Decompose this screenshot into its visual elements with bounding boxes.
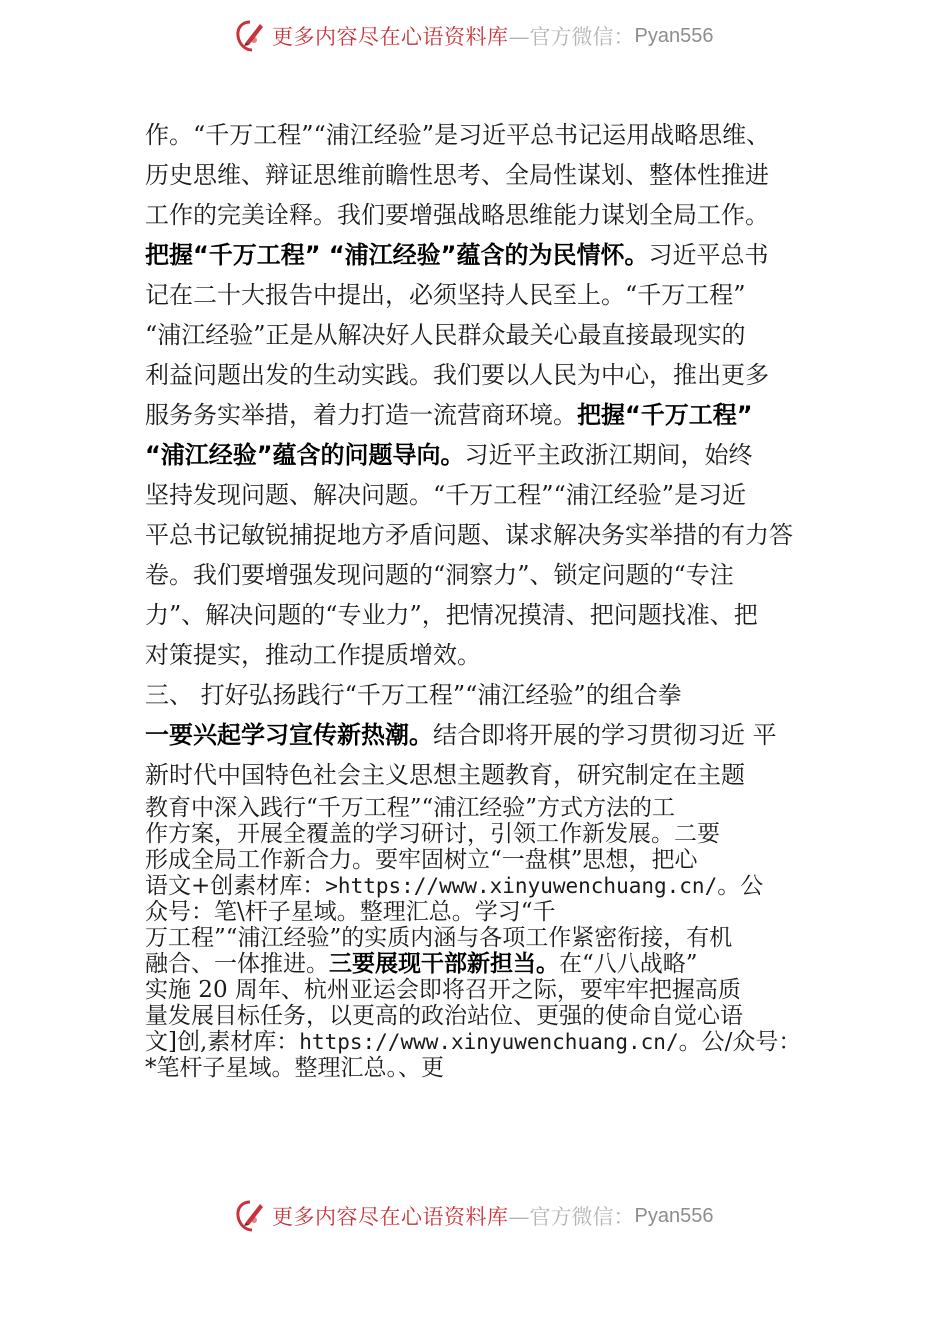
text-line (145, 635, 835, 675)
text-line (145, 435, 835, 475)
text-line (145, 395, 835, 435)
text-span: 卷。我们要增强发现问题的“洞察力”、锁定问题的“专注 (145, 561, 734, 589)
url-span: https://www.xinyuwenchuang.cn/ (299, 1030, 679, 1054)
bold-heading-span: 一要兴起学习宣传新热潮。 (145, 721, 433, 749)
text-line (145, 925, 835, 951)
text-line (145, 555, 835, 595)
watermark-wechat-id: Pyan556 (634, 1204, 714, 1227)
text-span: 三、 打好弘扬践行“千万工程”“浦江经验”的组合拳 (145, 681, 682, 709)
bold-heading-span: 三要展现干部新担当。 (329, 951, 559, 977)
text-span: 工作的完美诠释。我们要增强战略思维能力谋划全局工作。 (145, 201, 769, 229)
text-span: 结合即将开展的学习贯彻习近 平 (433, 721, 777, 749)
text-line (145, 873, 835, 899)
bold-heading-span: “浦江经验”蕴含的问题导向。 (145, 441, 465, 469)
text-line (145, 515, 835, 555)
text-line (145, 315, 835, 355)
text-span: 习近平主政浙江期间，始终 (464, 441, 753, 469)
text-span: 量发展目标任务，以更高的政治站位、更强的使命自觉心语 (145, 1003, 743, 1029)
text-line (145, 115, 835, 155)
text-line (145, 155, 835, 195)
text-line (145, 235, 835, 275)
text-span: 。公/众号： (678, 1029, 802, 1055)
text-span: 万工程”“浦江经验”的实质内涵与各项工作紧密衔接，有机 (145, 925, 733, 951)
text-span: 记在二十大报告中提出，必须坚持人民至上。“千万工程” (145, 281, 746, 309)
text-span: 教育中深入践行“千万工程”“浦江经验”方式方法的工 (145, 795, 676, 821)
text-line (145, 899, 835, 925)
text-line (145, 847, 835, 873)
text-span: 力”、解决问题的“专业力”，把情况摸清、把问题找准、把 (145, 601, 758, 629)
text-line (145, 977, 835, 1003)
watermark-dash: —官方微信： (508, 1205, 635, 1229)
text-span: 习近平总书 (648, 241, 769, 269)
text-line (145, 275, 835, 315)
text-span: 利益问题出发的生动实践。我们要以人民为中心，推出更多 (145, 361, 769, 389)
text-span: 平总书记敏锐捕捉地方矛盾问题、谋求解决务实举措的有力答 (145, 521, 793, 549)
text-span: 文]创,素材库： (145, 1029, 300, 1055)
text-span: 历史思维、辩证思维前瞻性思考、全局性谋划、整体性推进 (145, 161, 769, 189)
brush-pen-logo-icon (232, 18, 268, 54)
text-line (145, 1003, 835, 1029)
text-line (145, 755, 835, 795)
text-line (145, 675, 835, 715)
text-line (145, 475, 835, 515)
watermark-title: 更多内容尽在心语资料库 (272, 1205, 509, 1229)
text-line (145, 821, 835, 847)
text-span: 形成全局工作新合力。要牢固树立“一盘棋”思想，把心 (145, 847, 698, 873)
text-line (145, 951, 835, 977)
text-span: 语文+创素材库： (145, 873, 326, 899)
watermark-title: 更多内容尽在心语资料库 (272, 25, 509, 49)
text-span: 融合、一体推进。 (145, 951, 329, 977)
text-span: 服务务实举措，着力打造一流营商环境。 (145, 401, 577, 429)
text-span: 。公 (717, 873, 764, 899)
bold-heading-span: 把握“千万工程” (577, 401, 753, 429)
text-line (145, 195, 835, 235)
watermark-dash: —官方微信： (508, 25, 635, 49)
text-span: 新时代中国特色社会主义思想主题教育，研究制定在主题 (145, 761, 745, 789)
brush-pen-logo-icon (232, 1198, 268, 1234)
watermark-footer (232, 1196, 713, 1236)
document-body (145, 115, 835, 1081)
text-line (145, 595, 835, 635)
text-span: 实施 20 周年、杭州亚运会即将召开之际，要牢牢把握高质 (145, 977, 741, 1003)
text-line (145, 795, 835, 821)
url-span: >https://www.xinyuwenchuang.cn/ (325, 874, 718, 898)
text-line (145, 355, 835, 395)
text-span: 众号：笔\杆子星域。整理汇总。学习“千 (145, 899, 556, 925)
text-span: “浦江经验”正是从解决好人民群众最关心最直接最现实的 (145, 321, 746, 349)
text-span: 作。“千万工程”“浦江经验”是习近平总书记运用战略思维、 (145, 121, 771, 149)
text-line (145, 1055, 835, 1081)
text-span: *笔杆子星域。整理汇总。、更 (145, 1055, 444, 1081)
text-line (145, 1029, 835, 1055)
text-span: 对策提实，推动工作提质增效。 (145, 641, 481, 669)
watermark-header (232, 16, 713, 56)
watermark-wechat-id: Pyan556 (634, 24, 714, 47)
bold-heading-span: 把握“千万工程” “浦江经验”蕴含的为民情怀。 (145, 241, 649, 269)
text-span: 坚持发现问题、解决问题。“千万工程”“浦江经验”是习近 (145, 481, 747, 509)
text-line (145, 715, 835, 755)
text-span: 作方案，开展全覆盖的学习研讨，引领工作新发展。二要 (145, 821, 720, 847)
text-span: 在“八八战略” (559, 951, 698, 977)
